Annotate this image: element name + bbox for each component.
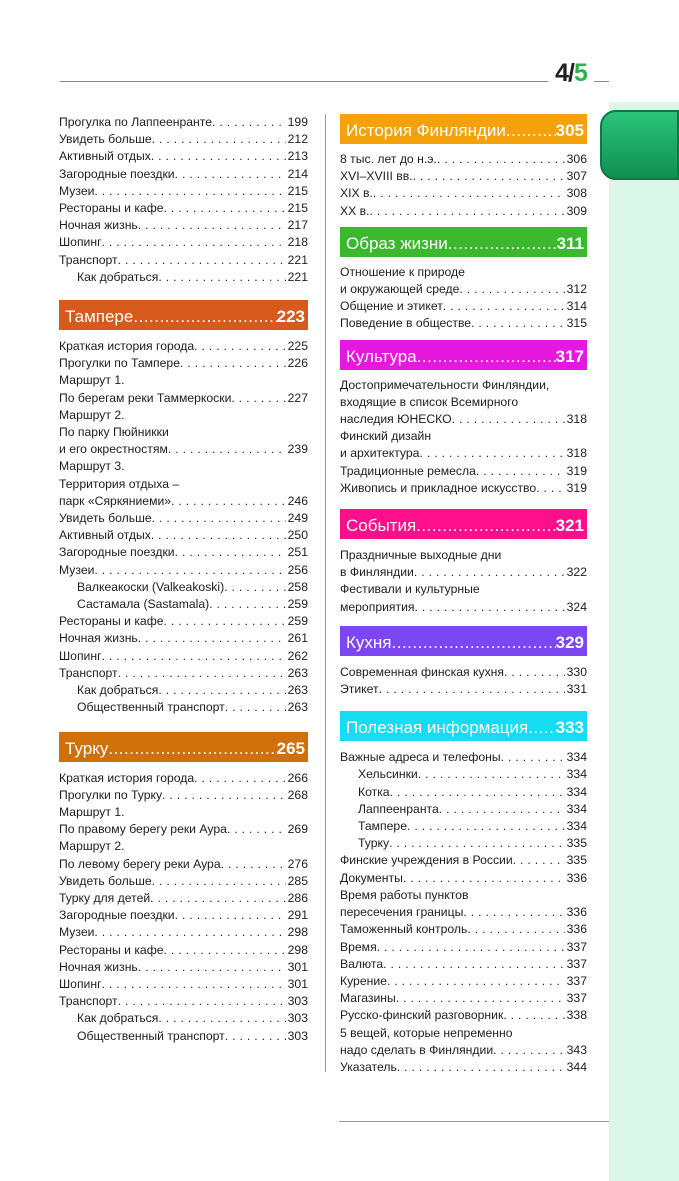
toc-entry[interactable]: Музеи . . . 215 [59, 183, 308, 200]
toc-entry[interactable]: Загородные поездки . . . 291 [59, 907, 308, 924]
toc-entry[interactable]: XX в. . . . 309 [340, 203, 587, 220]
toc-group-info [340, 749, 587, 1076]
toc-entry[interactable]: Краткая история города . . . 225 [59, 338, 308, 355]
toc-entry[interactable]: Указатель . . . 344 [340, 1059, 587, 1076]
toc-entry[interactable]: Рестораны и кафе . . . 298 [59, 942, 308, 959]
toc-entry[interactable]: Магазины . . . 337 [340, 990, 587, 1007]
toc-entry-label: входящие в список Всемирного [340, 394, 519, 409]
toc-entry[interactable]: Прогулка по Лаппеенранте . . . 199 [59, 114, 308, 131]
toc-entry[interactable]: Курение . . . 337 [340, 973, 587, 990]
toc-entry[interactable]: Ночная жизнь . . . 217 [59, 217, 308, 234]
toc-entry[interactable]: Живопись и прикладное искусство . . . 319 [340, 480, 587, 497]
column-divider [325, 114, 326, 1072]
toc-entry[interactable]: Ночная жизнь . . . 301 [59, 959, 308, 976]
toc-entry[interactable]: Транспорт . . . 221 [59, 252, 308, 269]
toc-entry[interactable]: Валюта . . . 337 [340, 956, 587, 973]
section-header-events[interactable]: События ..... 321 [340, 509, 587, 539]
toc-entry[interactable]: в Финляндии . . . 322 [340, 564, 587, 581]
toc-group-tampere [59, 338, 308, 716]
toc-entry[interactable]: Как добраться . . . 221 [59, 269, 308, 286]
toc-entry[interactable]: Турку . . . 335 [340, 835, 587, 852]
toc-entry[interactable]: XIX в. . . . 308 [340, 185, 587, 202]
toc-entry[interactable]: и архитектура . . . 318 [340, 445, 587, 462]
toc-entry[interactable]: Ночная жизнь . . . 261 [59, 630, 308, 647]
toc-group-history [340, 151, 587, 220]
toc-entry[interactable]: Русско-финский разговорник . . . 338 [340, 1007, 587, 1024]
toc-entry[interactable]: Поведение в обществе . . . 315 [340, 315, 587, 332]
toc-entry[interactable]: Турку для детей . . . 286 [59, 890, 308, 907]
toc-entry[interactable]: Важные адреса и телефоны . . . 334 [340, 749, 587, 766]
toc-entry-label: Маршрут 3. [59, 459, 125, 474]
section-header-culture[interactable]: Культура ..... 317 [340, 340, 587, 370]
toc-entry-label: 5 вещей, которые непременно [340, 1025, 513, 1040]
toc-left-column [59, 114, 308, 1045]
page-total: 5 [573, 59, 587, 87]
toc-entry[interactable]: Как добраться . . . 263 [59, 682, 308, 699]
toc-entry-label: Фестивали и культурные [340, 582, 480, 597]
toc-entry-label: Отношение к природе [340, 264, 465, 279]
section-header-tampere[interactable]: Тампере ..... 223 [59, 300, 308, 330]
toc-entry[interactable]: Как добраться . . . 303 [59, 1010, 308, 1027]
toc-entry[interactable]: Активный отдых . . . 213 [59, 148, 308, 165]
toc-entry-label: Маршрут 1. [59, 373, 125, 388]
toc-entry[interactable]: Загородные поездки . . . 251 [59, 544, 308, 561]
toc-entry[interactable]: Документы . . . 336 [340, 870, 587, 887]
toc-entry[interactable]: Время . . . 337 [340, 939, 587, 956]
page-current: 4/ [555, 59, 574, 87]
toc-group-culture [340, 377, 587, 497]
footer-rule [339, 1121, 609, 1122]
toc-entry[interactable]: Краткая история города . . . 266 [59, 770, 308, 787]
toc-group-intro [59, 114, 308, 286]
section-header-turku[interactable]: Турку ..... 265 [59, 732, 308, 762]
toc-entry[interactable]: Современная финская кухня . . . 330 [340, 664, 587, 681]
toc-entry[interactable]: Общественный транспорт . . . 263 [59, 699, 308, 716]
toc-right-column [340, 114, 587, 1076]
toc-entry[interactable]: Транспорт . . . 263 [59, 665, 308, 682]
toc-entry[interactable]: Тампере . . . 334 [340, 818, 587, 835]
page-number [548, 58, 594, 88]
toc-entry[interactable]: Увидеть больше . . . 285 [59, 873, 308, 890]
toc-entry[interactable]: По берегам реки Таммеркоски . . . 227 [59, 390, 308, 407]
toc-entry[interactable]: Шопинг . . . 262 [59, 648, 308, 665]
toc-entry[interactable]: Рестораны и кафе . . . 215 [59, 200, 308, 217]
section-header-lifestyle[interactable]: Образ жизни ..... 311 [340, 227, 587, 257]
toc-entry[interactable]: наследия ЮНЕСКО . . . 318 [340, 411, 587, 428]
toc-entry-label: Маршрут 2. [59, 407, 125, 422]
toc-entry[interactable]: пересечения границы . . . 336 [340, 904, 587, 921]
section-tab[interactable] [600, 110, 679, 180]
side-strip [609, 102, 679, 1181]
toc-entry[interactable]: По правому берегу реки Аура . . . 269 [59, 821, 308, 838]
toc-entry[interactable]: Общественный транспорт . . . 303 [59, 1028, 308, 1045]
toc-entry[interactable]: Шопинг . . . 218 [59, 234, 308, 251]
toc-entry[interactable]: Котка . . . 334 [340, 784, 587, 801]
toc-group-events [340, 547, 587, 616]
toc-entry[interactable]: Прогулки по Турку . . . 268 [59, 787, 308, 804]
toc-entry[interactable]: Састамала (Sastamala) . . . 259 [59, 596, 308, 613]
toc-entry[interactable]: Увидеть больше . . . 249 [59, 510, 308, 527]
toc-group-cuisine [340, 664, 587, 698]
toc-entry[interactable]: Лаппеенранта . . . 334 [340, 801, 587, 818]
toc-entry[interactable]: Финские учреждения в России . . . 335 [340, 852, 587, 869]
header-rule [60, 81, 609, 82]
toc-entry[interactable]: Рестораны и кафе . . . 259 [59, 613, 308, 630]
toc-entry[interactable]: XVI–XVIII вв. . . . 307 [340, 168, 587, 185]
toc-entry[interactable]: Валкеакоски (Valkeakoski) . . . 258 [59, 579, 308, 596]
toc-entry-label: Территория отдыха – [59, 476, 180, 491]
toc-group-turku [59, 770, 308, 1045]
toc-entry[interactable]: парк «Сяркяниеми» . . . 246 [59, 493, 308, 510]
toc-entry[interactable]: Общение и этикет . . . 314 [340, 298, 587, 315]
toc-entry-label: Время работы пунктов [340, 887, 469, 902]
toc-entry[interactable]: Транспорт . . . 303 [59, 993, 308, 1010]
toc-entry[interactable]: Этикет . . . 331 [340, 681, 587, 698]
toc-entry[interactable]: Загородные поездки . . . 214 [59, 166, 308, 183]
section-header-info[interactable]: Полезная информация ..... 333 [340, 711, 587, 741]
toc-entry[interactable]: По левому берегу реки Аура . . . 276 [59, 856, 308, 873]
toc-entry[interactable]: мероприятия . . . 324 [340, 599, 587, 616]
toc-entry[interactable]: Шопинг . . . 301 [59, 976, 308, 993]
toc-entry[interactable]: 8 тыс. лет до н.э. . . . 306 [340, 151, 587, 168]
toc-entry[interactable]: Традиционные ремесла . . . 319 [340, 463, 587, 480]
toc-entry-label: Праздничные выходные дни [340, 548, 502, 563]
toc-entry[interactable]: надо сделать в Финляндии . . . 343 [340, 1042, 587, 1059]
toc-group-lifestyle [340, 264, 587, 333]
toc-entry[interactable]: Хельсинки . . . 334 [340, 766, 587, 783]
toc-entry-label: По парку Пюйникки [59, 425, 169, 440]
toc-entry[interactable]: Увидеть больше . . . 212 [59, 131, 308, 148]
toc-entry-label: Финский дизайн [340, 429, 432, 444]
section-header-cuisine[interactable]: Кухня ..... 329 [340, 626, 587, 656]
toc-entry[interactable]: Музеи . . . 298 [59, 924, 308, 941]
toc-entry[interactable]: Таможенный контроль . . . 336 [340, 921, 587, 938]
toc-entry[interactable]: Активный отдых . . . 250 [59, 527, 308, 544]
toc-entry-label: Достопримечательности Финляндии, [340, 377, 550, 392]
toc-entry[interactable]: и его окрестностям . . . 239 [59, 441, 308, 458]
toc-entry[interactable]: Прогулки по Тампере . . . 226 [59, 355, 308, 372]
toc-entry-label: Маршрут 2. [59, 839, 125, 854]
section-header-history[interactable]: История Финляндии ..... 305 [340, 114, 587, 144]
toc-entry[interactable]: и окружающей среде . . . 312 [340, 281, 587, 298]
toc-entry-label: Маршрут 1. [59, 804, 125, 819]
toc-entry[interactable]: Музеи . . . 256 [59, 562, 308, 579]
